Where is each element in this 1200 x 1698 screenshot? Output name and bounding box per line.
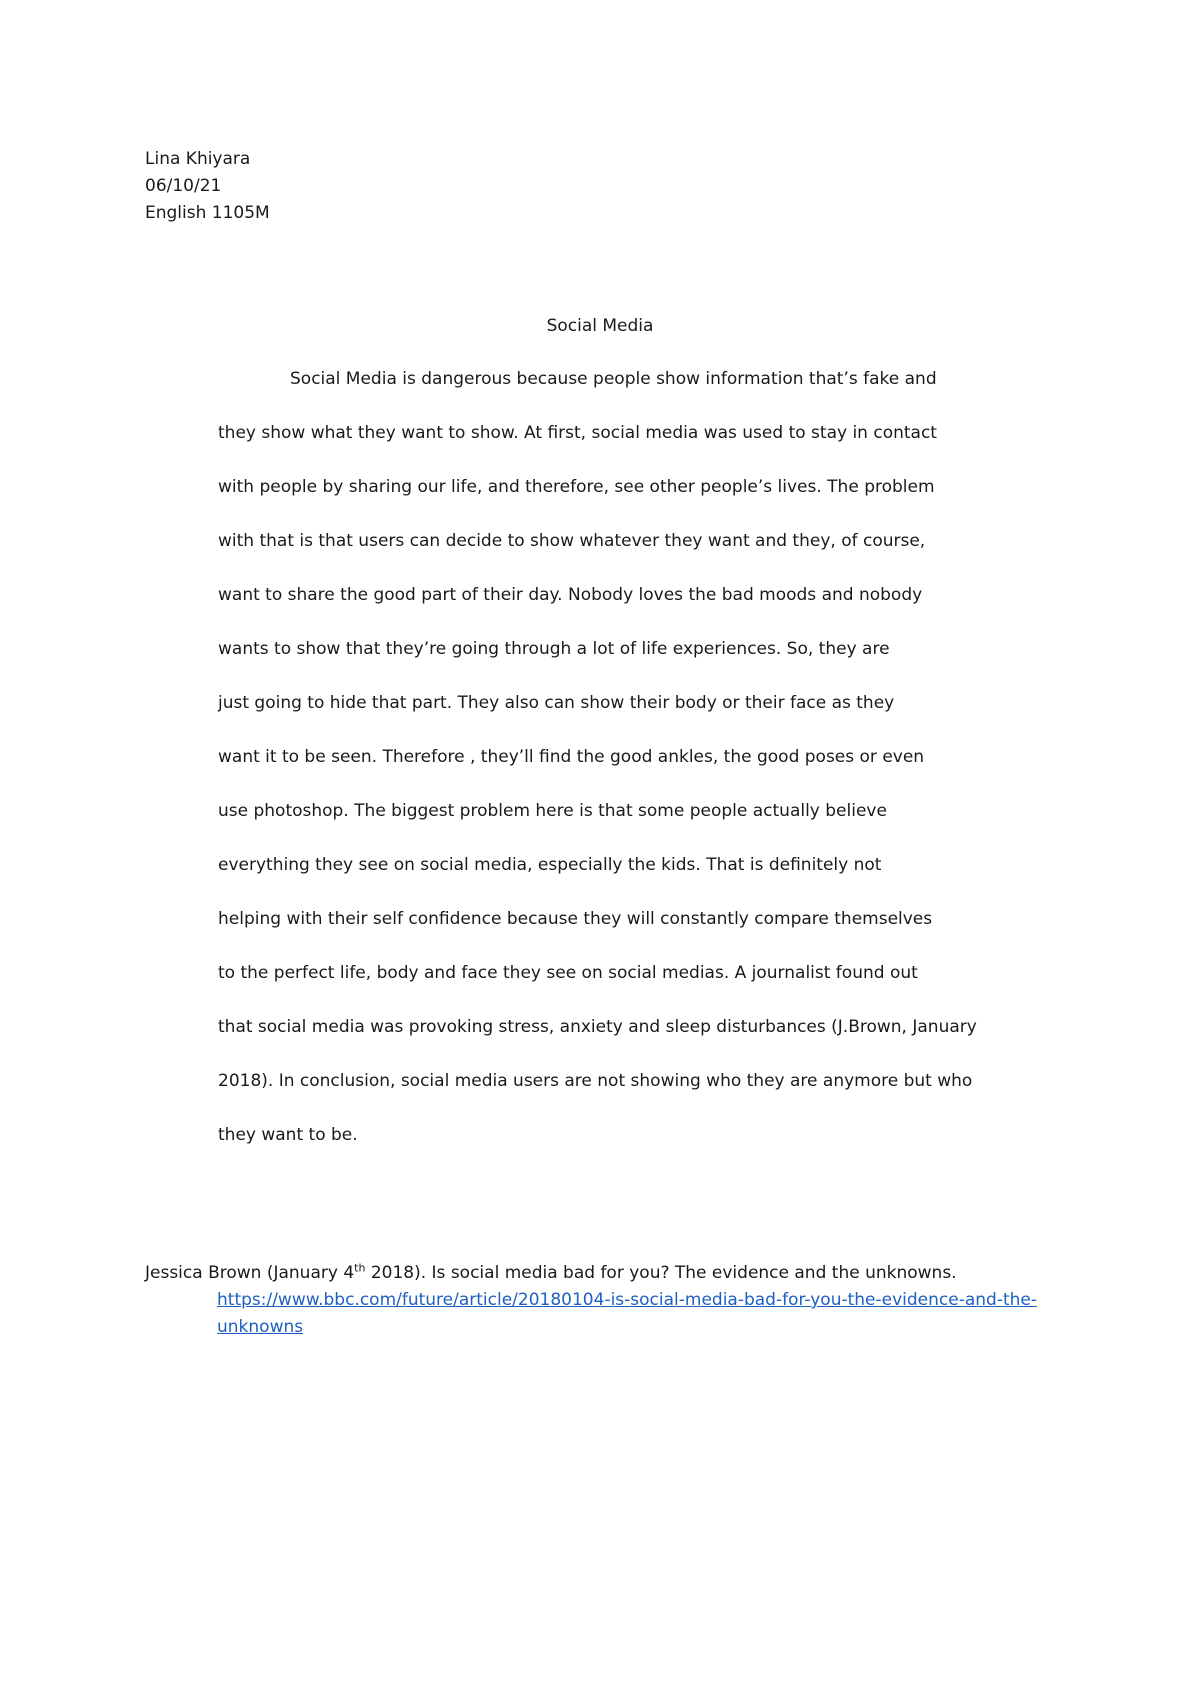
body-line: that social media was provoking stress, anxiety and sleep disturbances (J.Brown, January xyxy=(218,1017,977,1037)
citation-title: 2018). Is social media bad for you? The evidence and the unknowns. xyxy=(365,1263,957,1283)
body-line: everything they see on social media, especially the kids. That is definitely not xyxy=(218,855,882,875)
body-line: Social Media is dangerous because people show information that’s fake and xyxy=(290,369,937,389)
body-line: use photoshop. The biggest problem here is that some people actually believe xyxy=(218,801,887,821)
reference-citation xyxy=(145,1260,1045,1341)
course-name: English 1105M xyxy=(145,203,270,223)
body-line: want to share the good part of their day. Nobody loves the bad moods and nobody xyxy=(218,585,923,605)
essay-title: Social Media xyxy=(546,316,654,336)
essay-date: 06/10/21 xyxy=(145,176,222,196)
body-line: to the perfect life, body and face they see on social medias. A journalist found out xyxy=(218,963,918,983)
body-line: helping with their self confidence because they will constantly compare themselves xyxy=(218,909,933,929)
citation-author-date: Jessica Brown (January 4 xyxy=(145,1263,355,1283)
body-line: with people by sharing our life, and therefore, see other people’s lives. The problem xyxy=(218,477,935,497)
body-line: 2018). In conclusion, social media users are not showing who they are anymore but who xyxy=(218,1071,973,1091)
body-line: want it to be seen. Therefore , they’ll find the good ankles, the good poses or even xyxy=(218,747,925,767)
citation-text xyxy=(145,1260,1045,1287)
body-line: they want to be. xyxy=(218,1125,358,1145)
body-line: they show what they want to show. At first, social media was used to stay in contact xyxy=(218,423,937,443)
body-line: wants to show that they’re going through a lot of life experiences. So, they are xyxy=(218,639,890,659)
citation-date-superscript: th xyxy=(354,1261,366,1275)
essay-heading xyxy=(145,146,270,227)
citation-url-link[interactable]: https://www.bbc.com/future/article/20180104-is-social-media-bad-for-you-the-evidence-and-the-unknowns xyxy=(217,1290,1037,1337)
author-name: Lina Khiyara xyxy=(145,149,251,169)
body-line: with that is that users can decide to show whatever they want and they, of course, xyxy=(218,531,926,551)
body-line: just going to hide that part. They also can show their body or their face as they xyxy=(218,693,895,713)
